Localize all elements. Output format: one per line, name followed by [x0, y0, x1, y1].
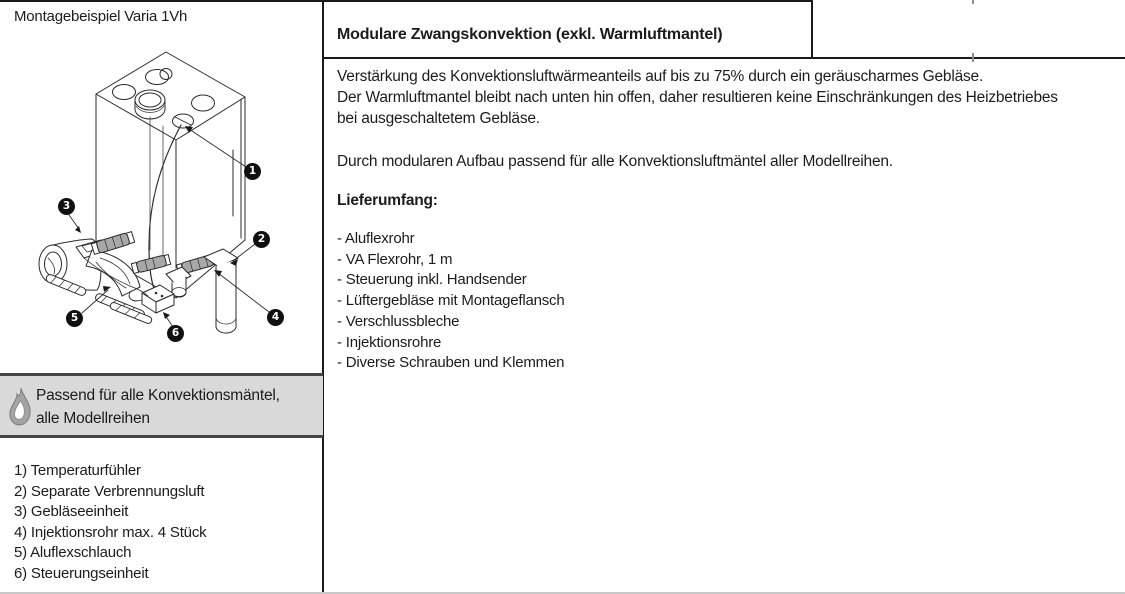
callout-6-badge: 6 [167, 325, 184, 342]
callout-1-badge: 1 [244, 163, 261, 180]
legend-item: 5) Aluflexschlauch [14, 544, 132, 562]
flame-icon [7, 387, 34, 428]
scope-item: - Steuerung inkl. Handsender [337, 271, 527, 289]
compatibility-text: Passend für alle Konvektionsmäntel, alle Modellreihen [36, 387, 280, 427]
scope-item: - Injektionsrohre [337, 333, 442, 351]
tick-mark-top [972, 0, 974, 4]
compatibility-note [0, 373, 323, 438]
header-vertical-rule [811, 0, 813, 59]
legend-item: 2) Separate Verbrennungsluft [14, 482, 205, 500]
scope-item: - VA Flexrohr, 1 m [337, 250, 453, 268]
tick-mark-header [972, 53, 974, 62]
legend-item: 1) Temperaturfühler [14, 462, 141, 479]
scope-list [337, 229, 565, 374]
callout-3-badge: 3 [58, 198, 75, 215]
scope-item: - Aluflexrohr [337, 230, 415, 247]
diagram-caption: Montagebeispiel Varia 1Vh [14, 8, 188, 25]
scope-item: - Diverse Schrauben und Klemmen [337, 354, 565, 372]
callout-5-badge: 5 [66, 310, 83, 327]
modular-paragraph: Durch modularen Aufbau passend für alle Konvektionsluftmäntel aller Modellreihen. [337, 153, 893, 170]
callout-2-badge: 2 [253, 231, 270, 248]
callout-4-badge: 4 [267, 309, 284, 326]
legend-item: 4) Injektionsrohr max. 4 Stück [14, 523, 207, 541]
top-rule [0, 0, 813, 2]
legend-item: 6) Steuerungseinheit [14, 564, 149, 582]
scope-heading: Lieferumfang: [337, 192, 438, 209]
intro-paragraph: Verstärkung des Konvektionsluftwärmeanteils auf bis zu 75% durch ein geräuscharmes Gebläse. Der Warmluftmantel bleibt nach unten hin offen, daher resultieren keine Einschränkungen des Heizbetriebes bei ausgeschaltetem Gebläse. [337, 68, 1058, 127]
column-divider [322, 0, 324, 594]
legend-item: 3) Gebläseeinheit [14, 503, 129, 521]
diagram-legend [14, 461, 206, 585]
injection-tube-1 [91, 231, 135, 255]
product-title: Modulare Zwangskonvektion (exkl. Warmluftmantel) [337, 26, 723, 43]
header-bottom-rule [324, 57, 1125, 59]
scope-item: - Lüftergebläse mit Montageflansch [337, 292, 565, 310]
scope-item: - Verschlussbleche [337, 312, 460, 330]
